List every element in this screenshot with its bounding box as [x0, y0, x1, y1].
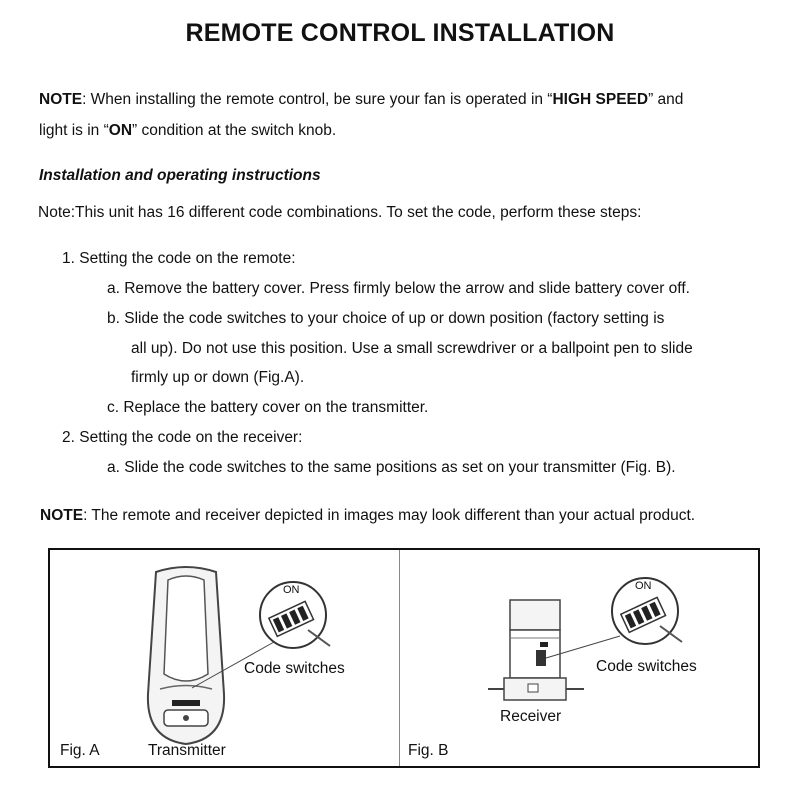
step-1b-line-2: all up). Do not use this position. Use a small screwdriver or a ballpoint pen to slide [131, 340, 693, 357]
note-paragraph-line-1 [39, 91, 683, 109]
figures-panel [48, 548, 760, 768]
page-title: REMOTE CONTROL INSTALLATION [185, 19, 615, 47]
fig-b-device-label: Receiver [500, 708, 562, 725]
section-heading: Installation and operating instructions [39, 167, 321, 184]
step-1b-line-1: b. Slide the code switches to your choice of up or down position (factory setting is [107, 310, 665, 327]
note-label: NOTE [39, 91, 83, 108]
note-2-label: NOTE [40, 507, 84, 524]
note-2 [40, 507, 695, 525]
step-2a: a. Slide the code switches to the same positions as set on your transmitter (Fig. B). [107, 459, 676, 476]
intro-note: Note:This unit has 16 different code combinations. To set the code, perform these steps: [38, 204, 642, 221]
note-text-a: : When installing the remote control, be sure your fan is operated in “ [82, 91, 553, 108]
step-1a: a. Remove the battery cover. Press firmly below the arrow and slide battery cover off. [107, 280, 690, 297]
fig-b-switch-label: Code switches [596, 658, 697, 675]
fig-b-caption: Fig. B [408, 742, 449, 759]
note-paragraph-line-2 [39, 122, 336, 140]
fig-a-caption: Fig. A [60, 742, 100, 759]
fig-b-on-label: ON [635, 580, 652, 592]
step-1: 1. Setting the code on the remote: [62, 250, 296, 267]
fig-a-on-label: ON [283, 584, 300, 596]
on-text: ON [108, 122, 133, 139]
step-1b-line-3: firmly up or down (Fig.A). [131, 369, 305, 386]
note-text-c: light is in “ [39, 122, 109, 139]
note-2-text: : The remote and receiver depicted in images may look different than your actual product. [83, 507, 696, 524]
fig-a-device-label: Transmitter [148, 742, 226, 759]
figure-divider [399, 550, 400, 766]
high-speed-text: HIGH SPEED [552, 91, 649, 108]
step-2: 2. Setting the code on the receiver: [62, 429, 303, 446]
fig-a-switch-label: Code switches [244, 660, 345, 677]
note-text-d: ” condition at the switch knob. [132, 122, 337, 139]
fig-b-pointer-line [544, 634, 624, 660]
step-1c: c. Replace the battery cover on the transmitter. [107, 399, 429, 416]
note-text-b: ” and [648, 91, 684, 108]
